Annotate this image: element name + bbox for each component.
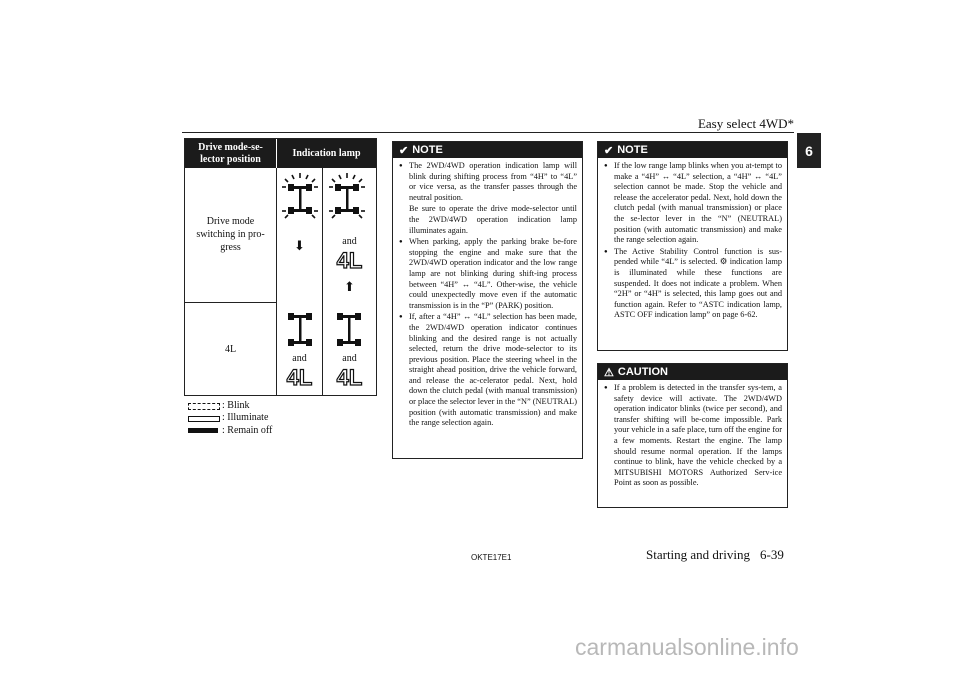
drivetrain-illuminate-icon — [281, 309, 319, 353]
warning-triangle-icon: ⚠ — [604, 366, 614, 379]
legend-blink-swatch — [188, 403, 220, 410]
and-connector: and — [292, 353, 307, 364]
watermark: carmanualsonline.info — [575, 634, 799, 660]
note-check-icon: ✔ — [399, 144, 409, 157]
legend-off-swatch — [188, 428, 218, 433]
section-name: Starting and driving — [646, 547, 750, 562]
col-header-lamp — [277, 139, 376, 168]
col-header-lamp-text: Indication lamp — [292, 147, 361, 159]
legend-blink-label: : Blink — [222, 400, 250, 411]
caution-heading — [598, 364, 787, 380]
indication-lamp-table — [184, 138, 377, 396]
note-heading — [598, 142, 787, 158]
note-heading — [393, 142, 582, 158]
chapter-tab: 6 — [797, 133, 821, 168]
legend-illuminate-label: : Illuminate — [222, 412, 269, 423]
list-item-text: When parking, apply the parking brake be-fore stopping the engine and make sure that the 2WD/4WD operation indicator and the low range lamp are not blinking during shift-ing process between “4H” ↔ “4L”. Other-wise, the vehicle could unexpectedly move even if the automatic transmission is in the “P” (PARK) position. — [409, 237, 577, 310]
bullet-icon: ● — [399, 314, 403, 321]
4l-badge-icon: 4L — [286, 365, 313, 390]
list-item-text: Be sure to operate the drive mode-selector until the 2WD/4WD operation indication lamp illuminates again. — [409, 204, 577, 235]
and-connector: and — [342, 236, 357, 247]
and-connector: and — [342, 353, 357, 364]
bullet-icon: ● — [604, 248, 608, 255]
caution-box — [597, 363, 788, 508]
caution-heading-text: CAUTION — [617, 366, 668, 378]
list-item — [399, 237, 577, 311]
document-code: OKTE17E1 — [471, 553, 512, 562]
header-divider — [182, 132, 794, 133]
list-item — [604, 161, 782, 246]
page-header-title: Easy select 4WD* — [697, 116, 794, 131]
list-item-text: The Active Stability Control function is sus-pended while “4L” is selected. ⚙ indication lamp is illuminated while these functions are suspended. It does not indicate a problem. When “2H” or “4H” is selected, this lamp goes out and function again. Refer to “ASTC indication lamp, ASTC OFF indication lamp” on page 6-62. — [614, 246, 782, 320]
list-item — [399, 204, 577, 236]
drivetrain-illuminate-icon — [330, 309, 368, 353]
bullet-icon: ● — [399, 163, 403, 169]
drivetrain-blink-icon — [279, 171, 321, 225]
list-item — [604, 247, 782, 321]
list-item — [399, 312, 577, 429]
note-check-icon: ✔ — [604, 144, 614, 157]
4l-badge-icon: 4L — [336, 248, 363, 273]
col-header-position-text: Drive mode-se- lector position — [198, 141, 263, 165]
legend-off-label: : Remain off — [222, 425, 273, 436]
row-label-switching: Drive mode switching in pro- gress — [196, 216, 265, 253]
note-heading-text: NOTE — [412, 144, 443, 156]
list-item-text: If the low range lamp blinks when you at-tempt to make a “4H” ↔ “4L” selection, a “4H” ↔ “4L” selection cannot be made. Stop the vehicle and release the accelerator pedal. Next, hold down the clutch pedal (with manual transmission) or place the se-lector lever in the “N” (NEUTRAL) position (with automatic transmission) and make the range selection again. — [614, 161, 782, 245]
row-label-4l: 4L — [224, 344, 237, 355]
page-number: 6-39 — [760, 547, 784, 562]
row-divider — [185, 302, 276, 303]
list-item-text: If, after a “4H” ↔ “4L” selection has been made, the 2WD/4WD operation indicator continues blinking and the desired range is not actually selected, return the drive mode-selector to its previous position. Place the steering wheel in the straight ahead position, drive the vehicle forward, and release the ac-celerator pedal. Next, hold down the clutch pedal (with manual transmission) or place the selector lever in the “N” (NEUTRAL) position (with automatic transmission) and make the range selection again. — [409, 312, 577, 428]
list-item-text: If a problem is detected in the transfer sys-tem, a safety device will activate. The 2WD/4WD operation indicator blinks (twice per second), and transfer shifting will be-come impossible. Park your vehicle in a safe place, turn off the engine for a few moments. Restart the engine. The lamp should resume normal operation. If the lamps continue to blink, have the vehicle checked by a MITSUBISHI MOTORS Authorized Serv-ice Point as soon as possible. — [614, 383, 782, 488]
4l-badge-icon: 4L — [336, 365, 363, 390]
col-header-position — [185, 139, 277, 168]
arrow-down-icon: ⬇ — [294, 238, 305, 253]
list-item — [604, 383, 782, 489]
legend-illuminate-swatch — [188, 416, 220, 422]
list-item-text: The 2WD/4WD operation indication lamp will blink during shifting process from “4H” to “4L” or vice versa, as the transfer passes through the neutral position. — [409, 161, 577, 202]
arrow-up-icon: ⬆ — [344, 279, 355, 294]
bullet-icon: ● — [604, 163, 608, 169]
bullet-icon: ● — [604, 385, 608, 391]
note-box-1 — [392, 141, 583, 459]
bullet-icon: ● — [399, 239, 403, 246]
note-box-2 — [597, 141, 788, 351]
drivetrain-blink-icon — [326, 171, 368, 225]
list-item — [399, 161, 577, 203]
note-heading-text: NOTE — [617, 144, 648, 156]
